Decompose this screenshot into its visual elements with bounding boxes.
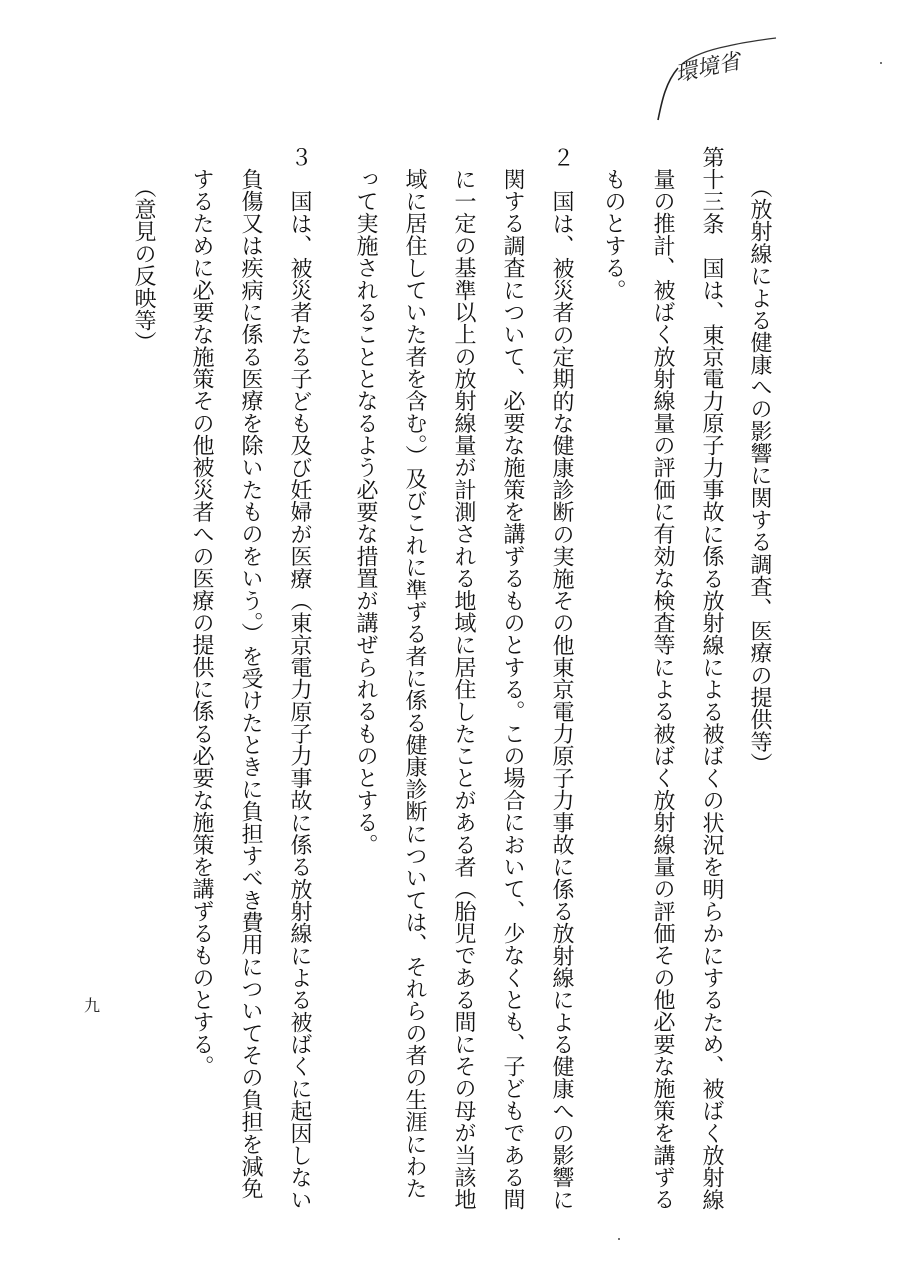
- article-13-line-1: 第十三条 国は、東京電力原子力事故に係る放射線による被ばくの状況を明らかにするため、被ばく放射線: [699, 146, 724, 1211]
- section-heading: （放射線による健康への影響に関する調査、医療の提供等）: [747, 176, 772, 775]
- paragraph-3-line-2: 負傷又は疾病に係る医療を除いたものをいう。）を受けたときに負担すべき費用についてその負担を減免: [238, 168, 263, 1200]
- scan-speck: [618, 1238, 620, 1240]
- next-section-heading: （意見の反映等）: [131, 176, 156, 354]
- handwritten-stamp: 環境省: [673, 49, 743, 88]
- paragraph-2-line-1: ２ 国は、被災者の定期的な健康診断の実施その他東京電力原子力事故に係る放射線による健康への影響に: [549, 146, 574, 1211]
- paragraph-2-line-3: に一定の基準以上の放射線量が計測される地域に居住したことがある者（胎児である間にその母が当該地: [451, 168, 476, 1211]
- paragraph-3-line-1: ３ 国は、被災者たる子ども及び妊婦が医療（東京電力原子力事故に係る放射線による被ばくに起因しない: [287, 146, 312, 1211]
- paragraph-3-line-3: するために必要な施策その他被災者への医療の提供に係る必要な施策を講ずるものとする。: [189, 168, 214, 1078]
- article-13-line-2: 量の推計、被ばく放射線量の評価に有効な検査等による被ばく放射線量の評価その他必要な施策を講ずる: [650, 168, 675, 1211]
- paragraph-2-line-4: 域に居住していた者を含む。）及びこれに準ずる者に係る健康診断については、それらの者の生涯にわた: [402, 168, 427, 1200]
- scan-speck: [880, 62, 882, 64]
- page-number: 九: [84, 996, 101, 1015]
- article-13-line-3: ものとする。: [601, 168, 626, 302]
- paragraph-2-line-2: 関する調査について、必要な施策を講ずるものとする。この場合において、少なくとも、子どもである間: [500, 168, 525, 1211]
- paragraph-2-line-5: って実施されることとなるよう必要な措置が講ぜられるものとする。: [353, 168, 378, 856]
